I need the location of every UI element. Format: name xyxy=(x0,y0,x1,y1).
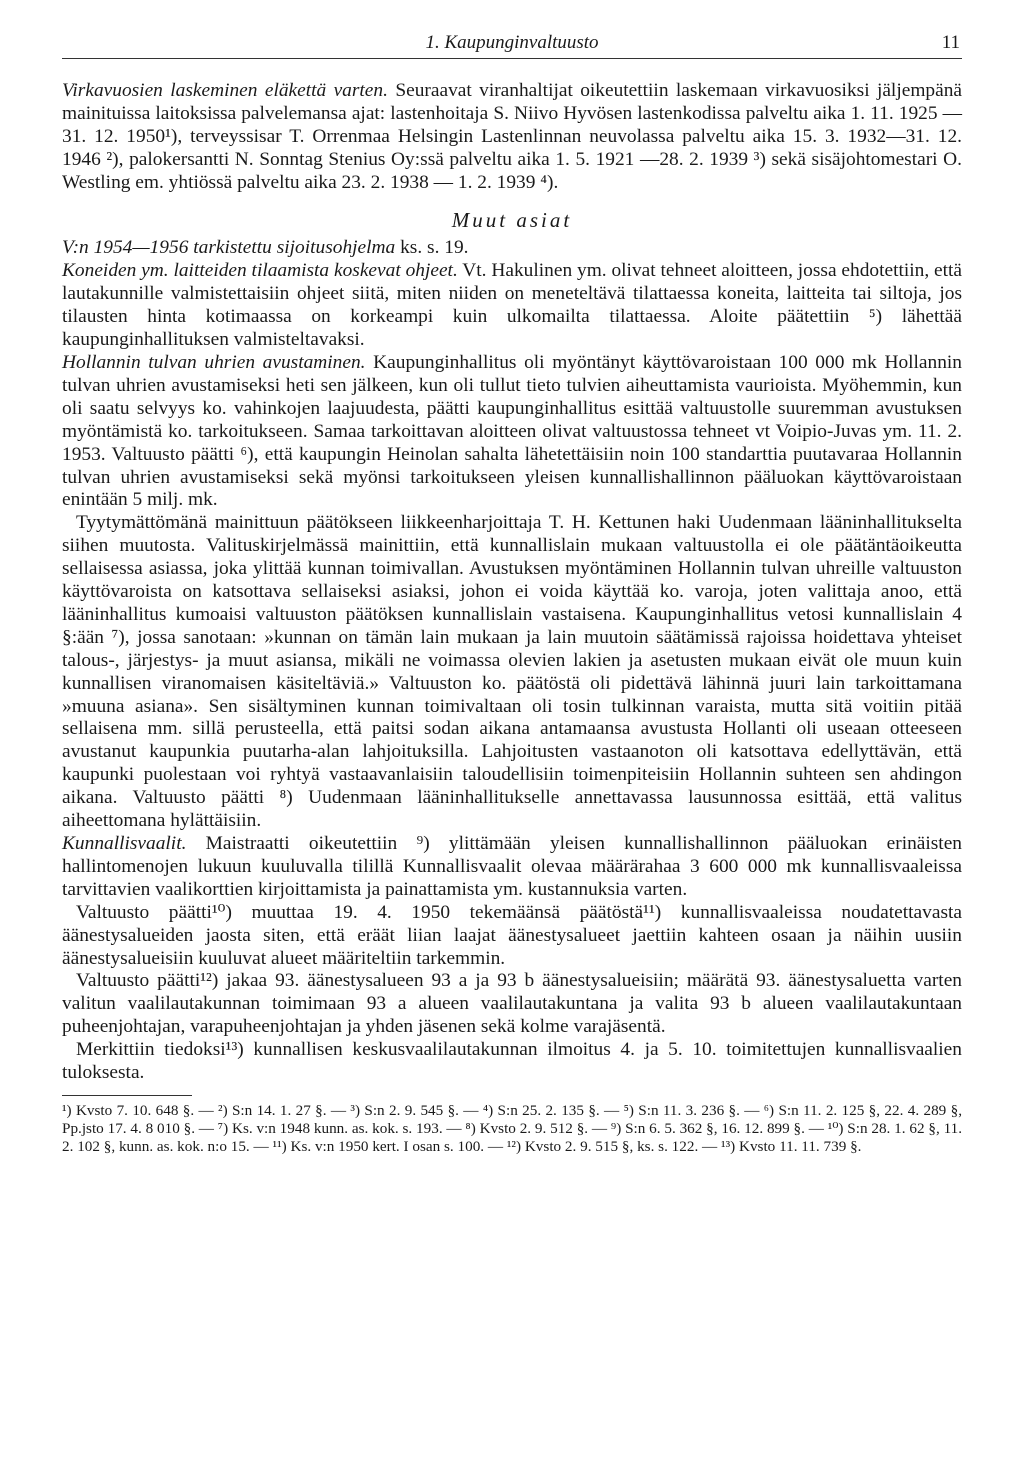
paragraph-machine-orders xyxy=(62,260,962,352)
paragraph-service-years xyxy=(62,80,962,195)
section-heading-muut-asiat: Muut asiat xyxy=(451,207,573,232)
paragraph-appeal: Tyytymättömänä mainittuun päätökseen liikkeenharjoittaja T. H. Kettunen haki Uudenmaan lääninhallitukselta siihen muutosta. Valituskirjelmässä mainittiin, että kunnallislain mukaan valtuustolla ei ole päätäntäoikeutta sellaisessa asiassa, joka ylittää kunnan toimivallan. Avustuksen myöntäminen Hollannin tulvan uhreille valtuuston käyttövaroista on katsottava sellaiseksi asiaksi, johon ei voida käyttää ko. varoja, joten valittaja anoo, että lääninhallitus kumoaisi valtuuston päätöksen kunnallislain vastaisena. Kaupunginhallitus vetosi kunnallislain 4 §:ään ⁷), jossa sanotaan: »kunnan on tämän lain mukaan ja lain muutoin säätämissä rajoissa hoidettava yhteiset talous-, järjestys- ja muut asiansa, mikäli ne voimassa olevien lakien ja asetusten mukaan eivät ole muun kuin kunnallisen viranomaisen käsiteltäviä.» Valtuuston ko. päätöstä oli pidettävä lähinnä juuri lain tarkoittamana »muuna asiana». Sen sisältyminen kunnan toimivaltaan oli tosin tulkinnan varaista, mutta sitä voitiin pitää sellaisena mm. sillä perusteella, että paitsi sodan aikana antamaansa avustusta Hollanti oli useaan otteeseen avustanut kaupunkia puutarha-alan lahjoituksilla. Lahjoitusten vastaanoton oli katsottava edellyttävän, että kaupunki puolestaan voi ryhtyä vastaavanlaisiin taloudellisiin toimenpiteisiin Hollannin suhteen sen ahdingon aikana. Valtuusto päätti ⁸) Uudenmaan lääninhallitukselle annettavassa lausunnossa esittää, että valitus aiheettomana hylättäisiin. xyxy=(62,512,962,832)
paragraph-title: Hollannin tulvan uhrien avustaminen. xyxy=(62,351,366,373)
paragraph-investment-program xyxy=(62,237,962,260)
paragraph-text: Vt. Hakulinen ym. olivat tehneet aloitteen, jossa ehdotettiin, että lautakunnille valmistettaisiin ohjeet siitä, miten niiden on meneteltävä tilattaessa koneita, laitteita tai siltoja, jos tilausten hinta kotimaassa on korkeampi kuin ulkomailta tilattaessa. Aloite päätettiin ⁵) lähettää kaupunginhallituksen valmisteltavaksi. xyxy=(62,260,963,351)
paragraph-election-results: Merkittiin tiedoksi¹³) kunnallisen keskusvaalilautakunnan ilmoitus 4. ja 5. 10. toimitettujen kunnallisvaalien tuloksesta. xyxy=(62,1039,962,1084)
document-body xyxy=(62,80,962,1157)
paragraph-text: Kaupunginhallitus oli myöntänyt käyttövaroistaan 100 000 mk Hollannin tulvan uhrien avustamiseksi heti sen jälkeen, kun oli tullut tieto tulvien aiheuttamista vaurioista. Myöhemmin, kun oli saatu selvyys ko. vahinkojen laajuudesta, päätti kaupunginhallitus esittää valtuustolle suuremman avustuksen myöntämistä ko. tarkoitukseen. Samaa tarkoittavan aloitteen olivat valtuustossa tehneet vt Voipio-Juvas ym. 11. 2. 1953. Valtuusto päätti ⁶), että kaupungin Heinolan sahalta lähetettäisiin noin 100 standarttia puutavaraa Hollannin tulvan uhrien avustamiseksi sekä myönsi tarkoitukseen yleisen kunnallishallinnon pääluokan käyttövaroistaan enintään 5 milj. mk. xyxy=(62,351,963,511)
section-title: 1. Kaupunginvaltuusto xyxy=(425,32,599,53)
paragraph-title: V:n 1954—1956 tarkistettu sijoitusohjelma xyxy=(62,237,396,259)
footnote-divider xyxy=(62,1095,192,1096)
paragraph-title: Koneiden ym. laitteiden tilaamista koskevat ohjeet. xyxy=(62,260,458,282)
paragraph-text: Seuraavat viranhaltijat oikeutettiin laskemaan virkavuosiksi jäljempänä mainituissa laitoksissa palvelemansa ajat: lastenhoitaja S. Niivo Hyvösen lastenkodissa palveltu aika 1. 11. 1925 — 31. 12. 1950¹), terveyssisar T. Orrenmaa Helsingin Lastenlinnan neuvolassa palveltu aika 15. 3. 1932—31. 12. 1946 ²), palokersantti N. Sonntag Stenius Oy:ssä palveltu aika 1. 5. 1921 —28. 2. 1939 ³) sekä sisäjohtomestari O. Westling em. yhtiössä palveltu aika 23. 2. 1938 — 1. 2. 1939 ⁴). xyxy=(62,80,963,193)
paragraph-text: ks. s. 19. xyxy=(395,237,469,259)
page-header xyxy=(62,28,962,59)
paragraph-voting-districts: Valtuusto päätti¹⁰) muuttaa 19. 4. 1950 tekemäänsä päätöstä¹¹) kunnallisvaaleissa noudatettavasta äänestysalueiden jaosta siten, että eräät liian laajat äänestysalueet jaettiin kahteen osaan ja näihin uusiin äänestysalueisiin kuuluvat alueet määriteltiin tarkemmin. xyxy=(62,901,962,969)
paragraph-district-93: Valtuusto päätti¹²) jakaa 93. äänestysalueen 93 a ja 93 b äänestysalueisiin; määrätä 93. äänestysaluetta varten valitun vaalilautakunnan toimimaan 93 a alueen vaalilautakuntana ja valita 93 b alueen vaalilautakuntaan puheenjohtajan, varapuheenjohtajan ja yhden jäsenen sekä kolme varajäsentä. xyxy=(62,970,962,1038)
paragraph-title: Kunnallisvaalit. xyxy=(62,833,187,854)
paragraph-title: Virkavuosien laskeminen eläkettä varten. xyxy=(62,80,388,101)
paragraph-municipal-elections xyxy=(62,833,962,902)
footnotes: ¹) Kvsto 7. 10. 648 §. — ²) S:n 14. 1. 27 §. — ³) S:n 2. 9. 545 §. — ⁴) S:n 25. 2. 135 §. — ⁵) S:n 11. 3. 236 §. — ⁶) S:n 11. 2. 125 §, 22. 4. 289 §, Pp.jsto 17. 4. 8 010 §. — ⁷) Ks. v:n 1948 kunn. as. kok. s. 193. — ⁸) Kvsto 2. 9. 512 §. — ⁹) S:n 6. 5. 362 §, 16. 12. 899 §. — ¹⁰) S:n 28. 1. 62 §, 11. 2. 102 §, kunn. as. kok. n:o 15. — ¹¹) Ks. v:n 1950 kert. I osan s. 100. — ¹²) Kvsto 2. 9. 515 §, ks. s. 122. — ¹³) Kvsto 11. 11. 739 §. xyxy=(62,1101,962,1156)
page-number: 11 xyxy=(941,32,960,53)
paragraph-text: Maistraatti oikeutettiin ⁹) ylittämään yleisen kunnallishallinnon pääluokan erinäisten hallintomenojen lukuun kuuluvalla tilillä Kunnallisvaalit olevaa määrärahaa 3 600 000 mk kunnallisvaaleissa tarvittavien vaalikorttien kirjoittamista ja painattamista ym. kustannuksia varten. xyxy=(62,833,962,900)
paragraph-holland-flood xyxy=(62,352,962,512)
